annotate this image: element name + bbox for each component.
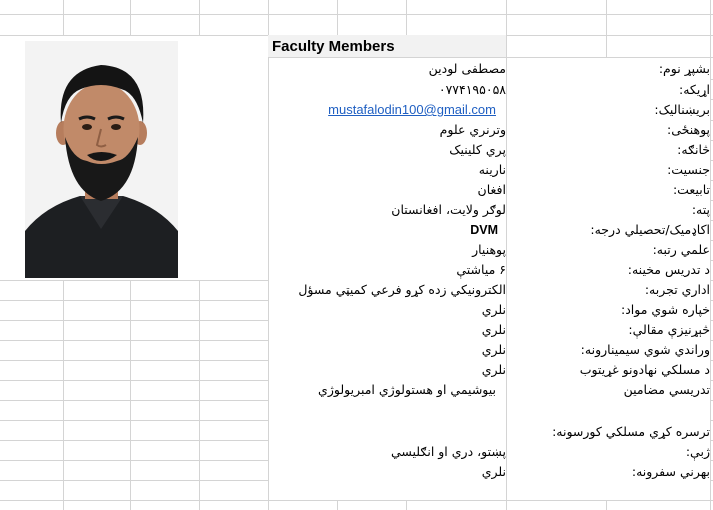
value-admin-experience[interactable]: الکترونيکي زده کړو فرعي کميټي مسؤل [298,282,506,297]
value-contact[interactable]: ۰۷۷۴۱۹۵۰۵۸ [438,82,506,97]
person-portrait-icon [25,41,178,278]
label-address: پته: [691,202,710,217]
label-full-name: بشپړ نوم: [658,61,710,76]
label-teaching-subjects: تدريسي مضامين [623,382,710,397]
label-seminars: وراندي شوي سيمينارونه: [580,342,710,357]
value-academic-degree[interactable]: DVM [470,223,498,237]
value-teaching-history[interactable]: ۶ مياشتې [456,262,506,277]
label-faculty: پوهنځی: [667,122,710,137]
value-department[interactable]: پري کلينيک [449,142,506,157]
label-academic-rank: علمي رتبه: [652,242,710,257]
label-foreign-trips: بهرني سفرونه: [631,464,710,479]
value-address[interactable]: لوګر ولايت، افغانستان [391,202,506,217]
label-department: څانګه: [677,142,710,157]
value-languages[interactable]: پښتو، دري او انګليسي [390,444,506,459]
label-email: بريښناليک: [654,102,710,117]
label-gender: جنسيت: [667,162,710,177]
label-academic-degree: اکاډميک/تحصيلي درجه: [590,222,710,237]
row-gridline [0,14,713,15]
label-admin-experience: اداري تجربه: [644,282,710,297]
label-languages: ژبې: [685,444,710,459]
value-gender[interactable]: نارينه [478,162,506,177]
label-nationality: تابيعت: [672,182,710,197]
column-gridline [710,0,711,510]
label-research-articles: څېړنيزې مقالې: [628,322,710,337]
value-professional-courses[interactable] [268,422,506,442]
label-professional-courses: ترسره کړي مسلکي کورسونه: [552,424,710,439]
label-professional-memberships: د مسلکي نهادونو غړيتوب [579,362,710,377]
sheet-title: Faculty Members [272,38,395,55]
value-full-name[interactable]: مصطفی لودين [428,61,506,76]
label-teaching-history: د تدريس مخينه: [627,262,710,277]
profile-photo [25,41,178,278]
row-gridline [0,500,713,501]
value-nationality[interactable]: افغان [477,182,506,197]
value-foreign-trips[interactable]: نلري [481,464,506,479]
label-published-materials: خپاره شوي مواد: [621,302,710,317]
value-seminars[interactable]: نلري [481,342,506,357]
value-academic-rank[interactable]: پوهنيار [472,242,506,257]
value-research-articles[interactable]: نلري [481,322,506,337]
label-contact: اړيکه: [679,82,710,97]
value-professional-memberships[interactable]: نلري [481,362,506,377]
value-faculty[interactable]: وترنري علوم [439,122,506,137]
value-teaching-subjects[interactable]: بيوشيمي او هستولوژي امبريولوژي [318,382,496,397]
email-link[interactable]: mustafalodin100@gmail.com [328,102,496,117]
value-published-materials[interactable]: نلري [481,302,506,317]
